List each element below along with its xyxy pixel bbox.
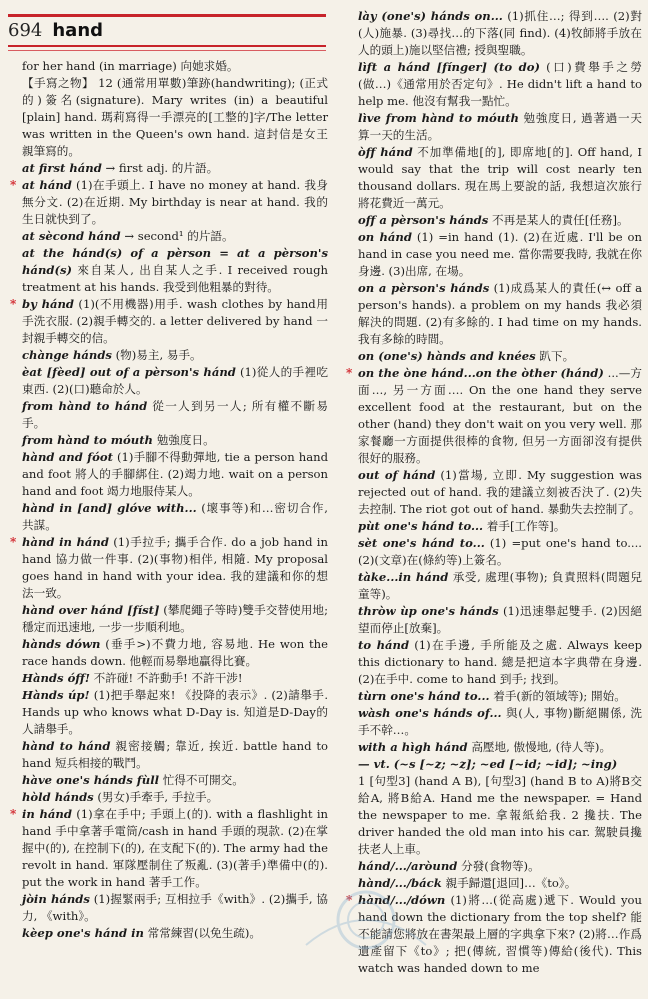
- dictionary-entry: [358, 569, 642, 603]
- dictionary-entry: [358, 637, 642, 688]
- entry-definition: 勉強度日, 過著過一天算一天的生活。: [358, 111, 642, 142]
- dictionary-entry: [22, 670, 328, 687]
- dictionary-entry: [358, 59, 642, 110]
- entry-definition: 勉強度日。: [156, 433, 215, 447]
- entry-definition: (1)從人的手裡吃東西. (2)(口)聽命於人。: [22, 365, 328, 396]
- entry-headword: hànd and fóot: [22, 450, 113, 464]
- entry-headword: Hànds óff!: [22, 671, 90, 685]
- dictionary-entry: [22, 772, 328, 789]
- dictionary-entry: [22, 432, 328, 449]
- entry-definition: for her hand (in marriage) 向她求婚。: [22, 59, 239, 73]
- right-column: [346, 8, 643, 977]
- entry-definition: (1)在手邊, 手所能及之處. Always keep this dictionary to hand. 總是把這本字典帶在身邊. (2)在手中. come to hand 到手; 找到。: [358, 638, 643, 686]
- entry-headword: off a pèrson's hánds: [358, 213, 489, 227]
- entry-definition: 不加準備地[的], 即席地[的]. Off hand, I would say that the trip will cost nearly ten thousand dollars. 現在馬上要說的話, 我想這次旅行將花費近一萬元。: [358, 145, 643, 210]
- entry-definition: (口)費舉手之勞(做…)《通常用於否定句》. He didn't lift a hand to help me. 他沒有幫我一點忙。: [358, 60, 642, 108]
- dictionary-entry: [358, 467, 642, 518]
- entry-headword: to hánd: [358, 638, 410, 652]
- entry-definition: 忙得不可開交。: [162, 773, 244, 787]
- dictionary-entry: [22, 228, 328, 245]
- entry-headword: pùt one's hánd to...: [358, 519, 484, 533]
- entry-headword: wàsh one's hánds of...: [358, 706, 502, 720]
- entry-definition: 【手寫之物】 12 (通常用單數)筆跡(handwriting); (正式的)簽名(signature). Mary writes (in) a beautiful [plain] hand. 瑪莉寫得一手漂亮的[工整的]字/The letter was written in the Queen's own hand. 這封信是女王親筆寫的。: [22, 76, 328, 158]
- dictionary-entry: [358, 756, 642, 773]
- dictionary-entry: [358, 875, 642, 892]
- entry-headword: out of hánd: [358, 468, 436, 482]
- dictionary-entry: [22, 636, 328, 670]
- dictionary-entry: [22, 75, 328, 160]
- entry-definition: (男女)手牽手, 手拉手。: [97, 790, 219, 804]
- dictionary-entry: [22, 58, 328, 75]
- entry-definition: 承受, 處理(事物); 負責照料(問題兒童等)。: [358, 570, 643, 601]
- entry-definition: 1 [句型3] (hand A B), [句型3] (hand B to A)將B交給A, 將B給A. Hand me the newspaper. = Hand the newspaper to me. 拿報紙給我. 2 攙扶. The driver handed the old man into his car. 駕駛員攙扶老人上車。: [358, 774, 642, 856]
- dictionary-entry: [10, 534, 328, 602]
- entry-headword: in hánd: [22, 807, 72, 821]
- entry-definition: 不許碰! 不許動手! 不許干涉!: [93, 671, 243, 685]
- dictionary-entry: [22, 891, 328, 925]
- dictionary-entry: [22, 789, 328, 806]
- dictionary-entry: [22, 738, 328, 772]
- entry-definition: (攀爬繩子等時)雙手交替使用地; 穩定而迅速地, 一步一步順利地。: [22, 603, 328, 634]
- entry-definition: 從一人到另一人; 所有權不斷易手。: [22, 399, 329, 430]
- entry-definition: 來自某人, 出自某人之手. I received rough treatment at his hands. 我受到他粗暴的對待。: [22, 263, 328, 294]
- dictionary-entry: [22, 925, 328, 942]
- entry-definition: (壞事等)和…密切合作, 共謀。: [22, 501, 328, 532]
- dictionary-entry: [22, 364, 328, 398]
- entry-definition: (1) =put one's hand to.... (2)(文章)在(條約等)上簽名。: [358, 536, 642, 567]
- entry-definition: 分發(食物等)。: [461, 859, 540, 873]
- entry-definition: (1)迅速舉起雙手. (2)因絕望而停止[放棄]。: [358, 604, 642, 635]
- entry-headword: òff hánd: [358, 145, 413, 159]
- important-entry-star-icon: *: [346, 893, 353, 907]
- dictionary-entry: [22, 687, 328, 738]
- dictionary-entry: [358, 110, 642, 144]
- dictionary-entry: [10, 806, 328, 891]
- header-rule: [8, 45, 326, 47]
- page-header: [8, 20, 103, 44]
- dictionary-entry: [358, 688, 642, 705]
- dictionary-entry: [358, 518, 642, 535]
- dictionary-entry: [358, 280, 642, 348]
- entry-headword: hànd/.../dówn: [358, 893, 446, 907]
- page-number: 694: [8, 20, 43, 41]
- important-entry-star-icon: *: [10, 535, 17, 549]
- entry-headword: from hànd to hánd: [22, 399, 148, 413]
- entry-headword: hànds dówn: [22, 637, 101, 651]
- entry-definition: 着手(新的領域等); 開始。: [493, 689, 626, 703]
- important-entry-star-icon: *: [10, 297, 17, 311]
- left-column: [10, 58, 329, 942]
- entry-headword: from hànd to móuth: [22, 433, 153, 447]
- entry-headword: at sècond hánd: [22, 229, 121, 243]
- entry-definition: (1)將…(從高處)遞下. Would you hand down the dictionary from the top shelf? 能不能請您將放在書架最上層的字典拿下來? (2)將…作爲遺產留下《to》; 把(傳統, 習慣等)傳給(後代). This watch was handed down to me: [358, 893, 642, 975]
- entry-definition: 親密接觸; 靠近, 挨近. battle hand to hand 短兵相接的戰鬥。: [22, 739, 329, 770]
- dictionary-entry: [358, 8, 642, 59]
- dictionary-entry: [358, 535, 642, 569]
- dictionary-entry: [358, 773, 642, 858]
- entry-definition: (1)(不用機器)用手. wash clothes by hand用手洗衣服. (2)親手轉交的. a letter delivered by hand 一封親手轉交的信。: [22, 297, 328, 345]
- entry-headword: hànd in [and] glóve with...: [22, 501, 197, 515]
- entry-headword: at first hánd: [22, 161, 102, 175]
- entry-definition: ...—方面…, 另一方面…. On the one hand they serve excellent food at the restaurant, but on the other (hand) they don't wait on you very well. 那家餐廳一方面提供很棒的食物, 但另一方面卻沒有提供很好的服務。: [358, 366, 642, 465]
- dictionary-entry: [22, 449, 328, 500]
- entry-definition: 常常練習(以免生疏)。: [147, 926, 262, 940]
- dictionary-entry: [346, 892, 642, 977]
- entry-definition: (1)手拉手; 攜手合作. do a job hand in hand 協力做一件事. (2)(事物)相伴, 相隨. My proposal goes hand in hand with your idea. 我的建議和你的想法一致。: [22, 535, 328, 600]
- dictionary-entry: [358, 229, 642, 280]
- entry-headword: hánd/.../aròund: [358, 859, 458, 873]
- entry-definition: (垂手>)不費力地, 容易地. He won the race hands down. 他輕而易舉地贏得比賽。: [22, 637, 329, 668]
- dictionary-entry: [22, 398, 328, 432]
- important-entry-star-icon: *: [10, 178, 17, 192]
- entry-definition: (1)握緊兩手; 互相拉手《with》. (2)攜手, 協力, 《with》。: [22, 892, 328, 923]
- entry-headword: thròw ùp one's hánds: [358, 604, 499, 618]
- dictionary-entry: [22, 500, 328, 534]
- dictionary-entry: [346, 365, 642, 467]
- entry-headword: tàke...in hánd: [358, 570, 449, 584]
- guide-word: hand: [52, 20, 104, 41]
- entry-definition: (1)在手頭上. I have no money at hand. 我身無分文. (2)在近期. My birthday is near at hand. 我的生日就快到了。: [22, 178, 328, 226]
- entry-headword: hànd in hánd: [22, 535, 109, 549]
- entry-headword: lìft a hánd [fínger] (to do): [358, 60, 540, 74]
- dictionary-entry: [22, 160, 328, 177]
- entry-headword: on hánd: [358, 230, 412, 244]
- entry-definition: (1)手腳不得動彈地, tie a person hand and foot 將人的手腳綁住. (2)竭力地. wait on a person hand and foot 竭力地服侍某人。: [22, 450, 328, 498]
- entry-definition: (1)拿在手中; 手頭上(的). with a flashlight in hand 手中拿著手電筒/cash in hand 手頭的現款. (2)在掌握中(的), 在控制下(的), 在支配下(的). The army had the revolt in hand. 軍隊壓制住了叛亂. (3)(著手)準備中(的). put the work in hand 著手工作。: [22, 807, 328, 889]
- entry-definition: 親手歸還[退回]…《to》。: [445, 876, 577, 890]
- entry-headword: — vt. (~s [~z; ~z]; ~ed [~id; ~id]; ~ing): [358, 757, 618, 771]
- entry-headword: èat [fèed] out of a pèrson's hánd: [22, 365, 236, 379]
- header-rule-thin: [8, 50, 326, 51]
- entry-headword: with a hìgh hánd: [358, 740, 468, 754]
- header-rule-top: [8, 14, 326, 17]
- entry-headword: tùrn one's hánd to...: [358, 689, 490, 703]
- entry-headword: hànd over hánd [físt]: [22, 603, 160, 617]
- important-entry-star-icon: *: [10, 807, 17, 821]
- dictionary-entry: [10, 296, 328, 347]
- entry-definition: 與(人, 事物)斷絕關係, 洗手不幹…。: [358, 706, 643, 737]
- entry-definition: (物)易主, 易手。: [115, 348, 202, 362]
- entry-definition: → second¹ 的片語。: [124, 229, 234, 243]
- dictionary-entry: [358, 603, 642, 637]
- entry-headword: hànd/.../báck: [358, 876, 442, 890]
- dictionary-entry: [358, 348, 642, 365]
- entry-headword: hòld hánds: [22, 790, 94, 804]
- entry-definition: (1)成爲某人的責任(↔ off a person's hands). a problem on my hands 我必須解決的問題. (2)有多餘的. I had time on my hands. 我有多餘的時間。: [358, 281, 642, 346]
- entry-definition: (1)抓住…; 得到…. (2)對(人)施暴. (3)尋找…的下落(同 find). (4)牧師將手放在人的頭上)施以堅信禮; 授與聖職。: [358, 9, 643, 57]
- entry-headword: on a pèrson's hánds: [358, 281, 490, 295]
- dictionary-entry: [22, 602, 328, 636]
- important-entry-star-icon: *: [346, 366, 353, 380]
- entry-headword: lìve from hànd to móuth: [358, 111, 519, 125]
- entry-headword: at hánd: [22, 178, 72, 192]
- entry-headword: hàve one's hánds fùll: [22, 773, 160, 787]
- dictionary-entry: [358, 705, 642, 739]
- dictionary-entry: [358, 212, 642, 229]
- entry-headword: on (one's) hànds and knées: [358, 349, 536, 363]
- entry-headword: chànge hánds: [22, 348, 112, 362]
- entry-headword: kèep one's hánd in: [22, 926, 144, 940]
- entry-headword: jòin hánds: [22, 892, 90, 906]
- dictionary-entry: [358, 739, 642, 756]
- entry-definition: (1)把手舉起來! 《投降的表示》. (2)請舉手. Hands up who knows what D-Day is. 知道是D-Day的人請舉手。: [22, 688, 329, 736]
- dictionary-entry: [22, 245, 328, 296]
- entry-definition: (1) =in hand (1). (2)在近處. I'll be on hand in case you need me. 當你需要我時, 我就在你身邊. (3)出席, 在場。: [358, 230, 642, 278]
- entry-headword: hànd to hánd: [22, 739, 111, 753]
- entry-definition: 着手[工作等]。: [486, 519, 566, 533]
- entry-definition: → first adj. 的片語。: [105, 161, 219, 175]
- entry-headword: at the hánd(s) of a pèrson = at a pèrson's hánd(s): [22, 246, 328, 277]
- entry-headword: lày (one's) hánds on...: [358, 9, 503, 23]
- entry-headword: by hánd: [22, 297, 75, 311]
- entry-headword: Hànds úp!: [22, 688, 90, 702]
- dictionary-entry: [358, 144, 642, 212]
- entry-definition: 高壓地, 傲慢地, (待人等)。: [471, 740, 612, 754]
- entry-definition: (1)當場, 立即. My suggestion was rejected out of hand. 我的建議立刻被否決了. (2)失去控制. The riot got out of hand. 暴動失去控制了。: [358, 468, 642, 516]
- dictionary-entry: [22, 347, 328, 364]
- entry-headword: on the òne hánd...on the òther (hánd): [358, 366, 604, 380]
- dictionary-entry: [10, 177, 328, 228]
- entry-definition: 趴下。: [539, 349, 575, 363]
- dictionary-entry: [358, 858, 642, 875]
- entry-definition: 不再是某人的責任[任務]。: [492, 213, 629, 227]
- entry-headword: sèt one's hánd to...: [358, 536, 485, 550]
